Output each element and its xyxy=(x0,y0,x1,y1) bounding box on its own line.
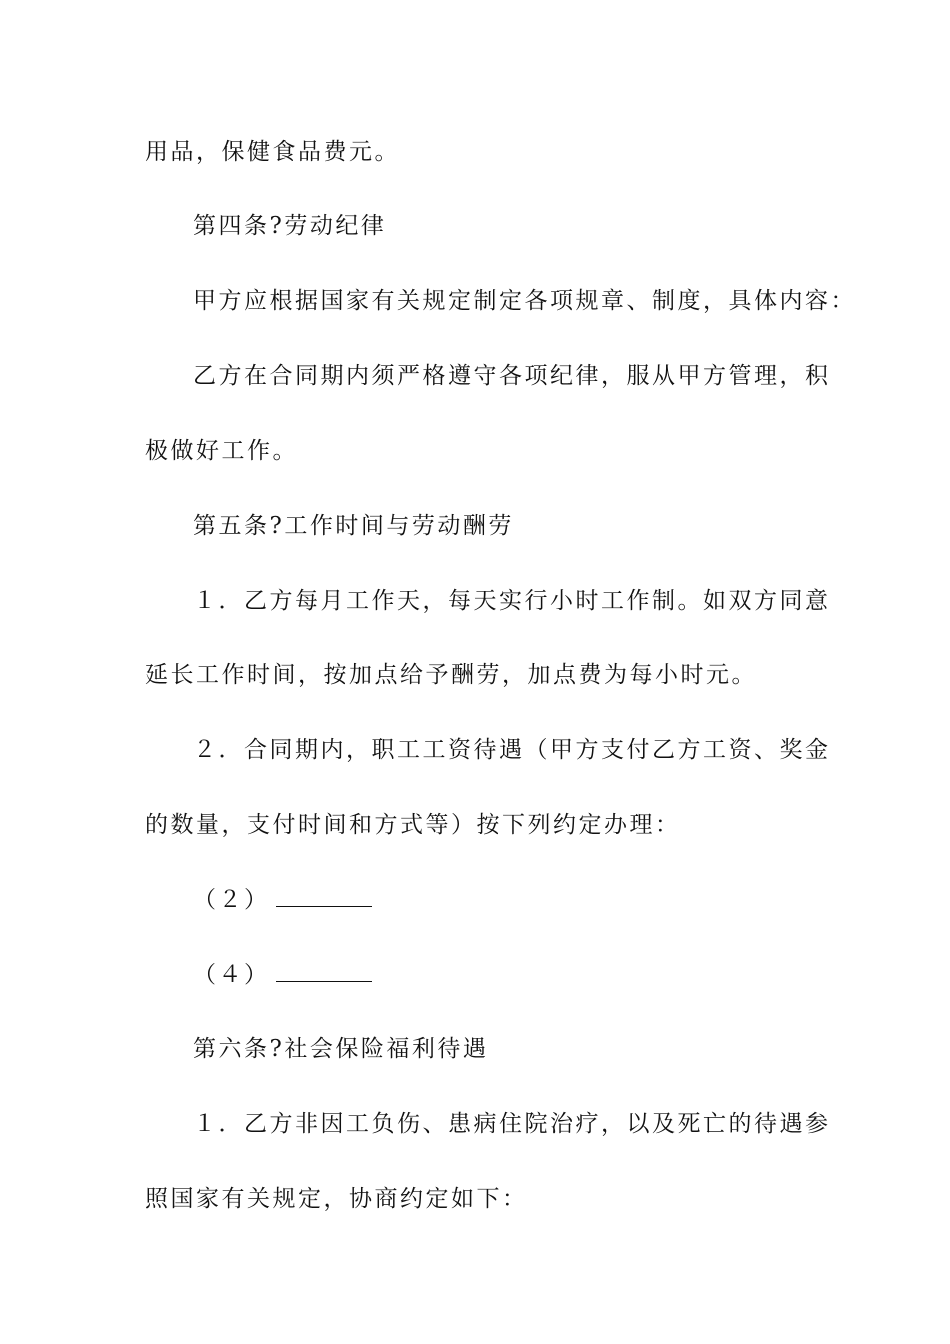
text-line: 甲方应根据国家有关规定制定各项规章、制度，具体内容： xyxy=(193,288,856,314)
text-line: ２．合同期内，职工工资待遇（甲方支付乙方工资、奖金 xyxy=(193,737,831,763)
section-heading: 第四条?劳动纪律 xyxy=(193,213,387,239)
item-number: （２） xyxy=(193,887,270,913)
text-line: 延长工作时间，按加点给予酬劳，加点费为每小时元。 xyxy=(145,662,757,688)
item-number: （４） xyxy=(193,962,270,988)
text-line: １．乙方每月工作天，每天实行小时工作制。如双方同意 xyxy=(193,588,831,614)
section-heading: 第六条?社会保险福利待遇 xyxy=(193,1036,489,1062)
fill-in-item xyxy=(193,885,372,915)
text-line: 照国家有关规定，协商约定如下： xyxy=(145,1186,528,1212)
text-line: 用品，保健食品费元。 xyxy=(145,139,400,165)
fill-in-item xyxy=(193,960,372,990)
blank-line xyxy=(276,886,372,907)
blank-line xyxy=(276,961,372,982)
text-line: 极做好工作。 xyxy=(145,438,298,464)
text-line: 的数量，支付时间和方式等）按下列约定办理： xyxy=(145,812,681,838)
text-line: 乙方在合同期内须严格遵守各项纪律，服从甲方管理，积 xyxy=(193,363,831,389)
text-line: １．乙方非因工负伤、患病住院治疗，以及死亡的待遇参 xyxy=(193,1111,831,1137)
section-heading: 第五条?工作时间与劳动酬劳 xyxy=(193,513,514,539)
